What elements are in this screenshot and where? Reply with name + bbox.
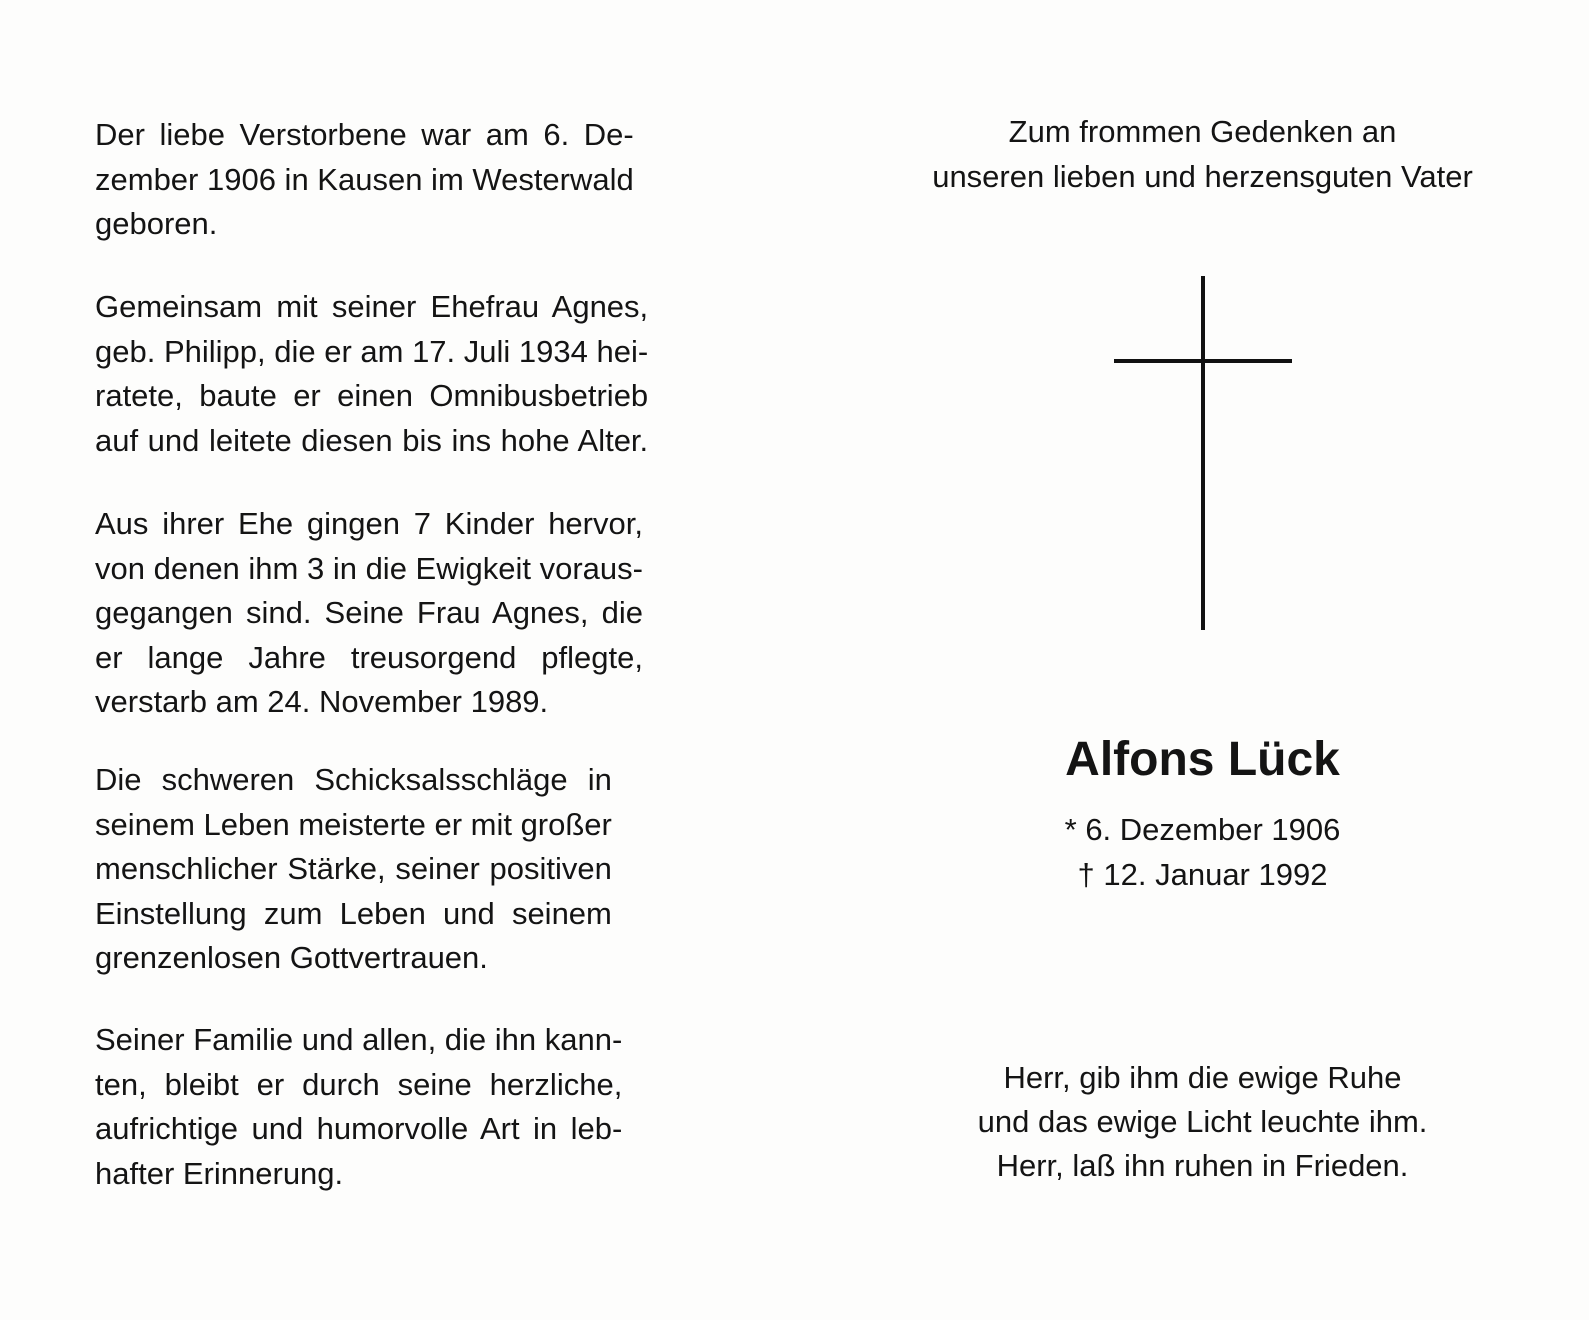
text-line: Einstellung zum Leben und seinem bbox=[95, 895, 612, 931]
cross-horizontal-bar bbox=[1114, 359, 1292, 363]
text-line: verstarb am 24. November 1989. bbox=[95, 684, 549, 719]
birth-date: * 6. Dezember 1906 bbox=[1064, 812, 1341, 847]
prayer bbox=[880, 1056, 1525, 1188]
text-line: Der liebe Verstorbene war am 6. De- bbox=[95, 117, 634, 152]
death-date: † 12. Januar 1992 bbox=[1077, 857, 1328, 892]
text-line: von denen ihm 3 in die Ewigkeit voraus- bbox=[95, 550, 643, 586]
text-line: Die schweren Schicksalsschläge in bbox=[95, 762, 612, 797]
text-line: er lange Jahre treusorgend pflegte, bbox=[95, 639, 643, 675]
text-line: Gemeinsam mit seiner Ehefrau Agnes, bbox=[95, 289, 649, 324]
cross-icon bbox=[1114, 276, 1292, 630]
text-line: gegangen sind. Seine Frau Agnes, die bbox=[95, 595, 643, 630]
memorial-heading bbox=[880, 109, 1525, 199]
heading-line: unseren lieben und herzensguten Vater bbox=[932, 159, 1473, 194]
deceased-name: Alfons Lück bbox=[1065, 733, 1340, 786]
life-dates bbox=[880, 807, 1525, 897]
biography-paragraph-strength bbox=[95, 758, 612, 981]
prayer-line: Herr, gib ihm die ewige Ruhe bbox=[1003, 1060, 1402, 1095]
text-line: menschlicher Stärke, seiner positiven bbox=[95, 851, 612, 886]
cross-vertical-bar bbox=[1201, 276, 1205, 630]
biography-paragraph-marriage bbox=[95, 285, 648, 463]
prayer-line: und das ewige Licht leuchte ihm. bbox=[977, 1104, 1428, 1139]
text-line: hafter Erinnerung. bbox=[95, 1155, 344, 1191]
text-line: ten, bleibt er durch seine herzliche, bbox=[95, 1066, 623, 1102]
text-line: zember 1906 in Kausen im Westerwald bbox=[95, 161, 634, 197]
text-line: seinem Leben meisterte er mit großer bbox=[95, 806, 612, 842]
prayer-line: Herr, laß ihn ruhen in Frieden. bbox=[996, 1148, 1409, 1183]
heading-line: Zum frommen Gedenken an bbox=[1008, 114, 1397, 149]
text-line: geboren. bbox=[95, 206, 218, 241]
text-line: geb. Philipp, die er am 17. Juli 1934 hei- bbox=[95, 333, 649, 369]
text-line: aufrichtige und humorvolle Art in leb- bbox=[95, 1111, 623, 1146]
biography-paragraph-birth bbox=[95, 113, 634, 247]
biography-paragraph-children bbox=[95, 502, 643, 725]
text-line: Seiner Familie und allen, die ihn kann- bbox=[95, 1022, 623, 1057]
text-line: grenzenlosen Gottvertrauen. bbox=[95, 940, 488, 975]
biography-paragraph-remembrance bbox=[95, 1018, 622, 1196]
text-line: ratete, baute er einen Omnibusbetrieb bbox=[95, 378, 649, 413]
text-line: Aus ihrer Ehe gingen 7 Kinder hervor, bbox=[95, 506, 643, 541]
text-line: auf und leitete diesen bis ins hohe Alter. bbox=[95, 422, 649, 458]
